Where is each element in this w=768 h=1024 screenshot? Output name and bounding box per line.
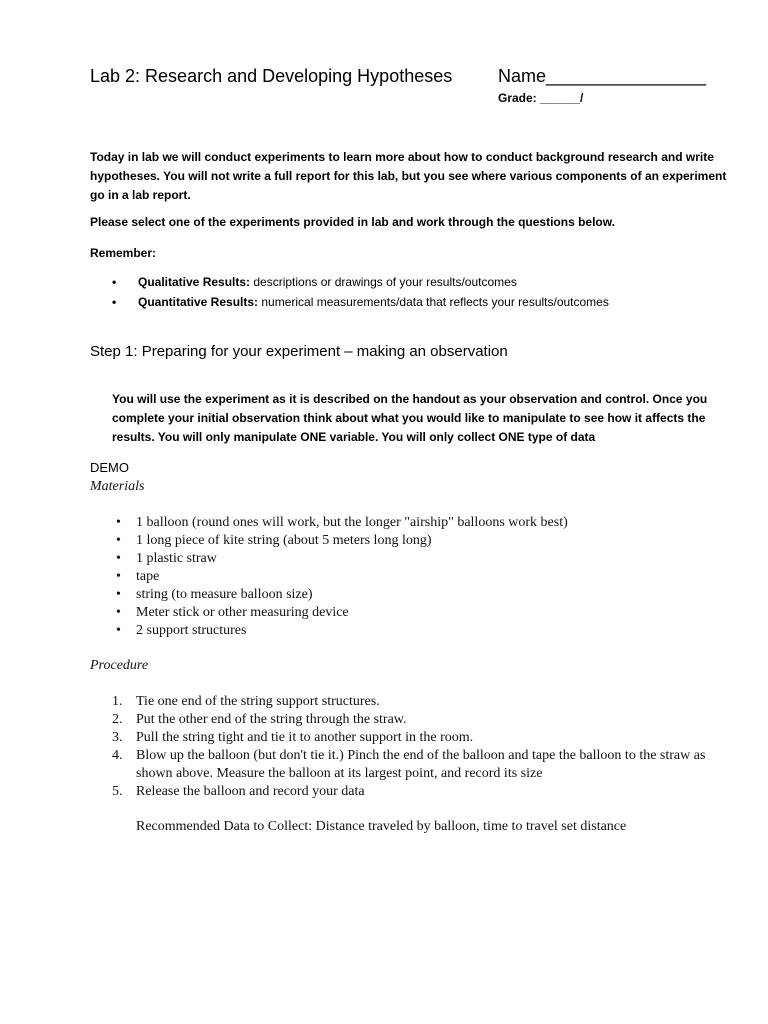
step1-instructions: You will use the experiment as it is described on the handout as your observation and control. Once you complete your initial observation think about what you would like to manipulate to see how it affects the results. You will only manipulate ONE variable. You will only collect ONE type of data bbox=[112, 392, 708, 444]
bullet-text: numerical measurements/data that reflects your results/outcomes bbox=[258, 295, 609, 309]
list-item bbox=[112, 729, 716, 747]
remember-label: Remember: bbox=[90, 246, 157, 260]
bullet-text: descriptions or drawings of your results/outcomes bbox=[250, 275, 517, 289]
list-item bbox=[112, 711, 716, 729]
step-number: 1. bbox=[112, 694, 123, 709]
list-item: • 1 balloon (round ones will work, but the longer "airship" balloons work best) bbox=[116, 514, 568, 532]
results-definitions-list bbox=[112, 272, 609, 312]
step-text: Release the balloon and record your data bbox=[136, 784, 365, 799]
intro-paragraph: Today in lab we will conduct experiments to learn more about how to conduct background research and write hypotheses. You will not write a full report for this lab, but you see where various components of an experiment go in a lab report. bbox=[90, 150, 727, 202]
list-item: • string (to measure balloon size) bbox=[116, 586, 568, 604]
step-number: 3. bbox=[112, 730, 123, 745]
list-item bbox=[112, 783, 716, 801]
step1-heading: Step 1: Preparing for your experiment – making an observation bbox=[90, 343, 508, 360]
list-item bbox=[112, 693, 716, 711]
materials-list bbox=[116, 514, 568, 640]
step-text: Pull the string tight and tie it to another support in the room. bbox=[136, 730, 474, 745]
list-item: • 1 long piece of kite string (about 5 meters long long) bbox=[116, 532, 568, 550]
bullet-term: Qualitative Results: bbox=[138, 275, 251, 289]
step-text: Tie one end of the string support structures. bbox=[136, 694, 380, 709]
list-item bbox=[112, 292, 609, 312]
demo-heading: DEMO bbox=[90, 460, 129, 475]
list-item bbox=[112, 272, 609, 292]
list-item: • tape bbox=[116, 568, 568, 586]
procedure-list bbox=[112, 693, 716, 801]
list-item: • 2 support structures bbox=[116, 622, 568, 640]
step-text: Blow up the balloon (but don't tie it.) Pinch the end of the balloon and tape the balloon to the straw as shown above. Measure the balloon at its largest point, and record its size bbox=[136, 748, 706, 781]
grade-line: Grade: ______/ bbox=[498, 91, 584, 105]
name-line: Name________________ bbox=[498, 66, 707, 86]
selection-instruction: Please select one of the experiments provided in lab and work through the questions below. bbox=[90, 215, 615, 229]
materials-heading: Materials bbox=[90, 479, 145, 494]
page-title: Lab 2: Research and Developing Hypotheses bbox=[90, 66, 453, 86]
procedure-heading: Procedure bbox=[90, 658, 149, 673]
bullet-term: Quantitative Results: bbox=[138, 295, 259, 309]
list-item: • Meter stick or other measuring device bbox=[116, 604, 568, 622]
step-text: Put the other end of the string through the straw. bbox=[136, 712, 407, 727]
list-item: • 1 plastic straw bbox=[116, 550, 568, 568]
step-number: 2. bbox=[112, 712, 123, 727]
recommended-data: Recommended Data to Collect: Distance traveled by balloon, time to travel set distance bbox=[136, 819, 627, 834]
step-number: 4. bbox=[112, 748, 123, 763]
step-number: 5. bbox=[112, 784, 123, 799]
list-item bbox=[112, 747, 716, 783]
